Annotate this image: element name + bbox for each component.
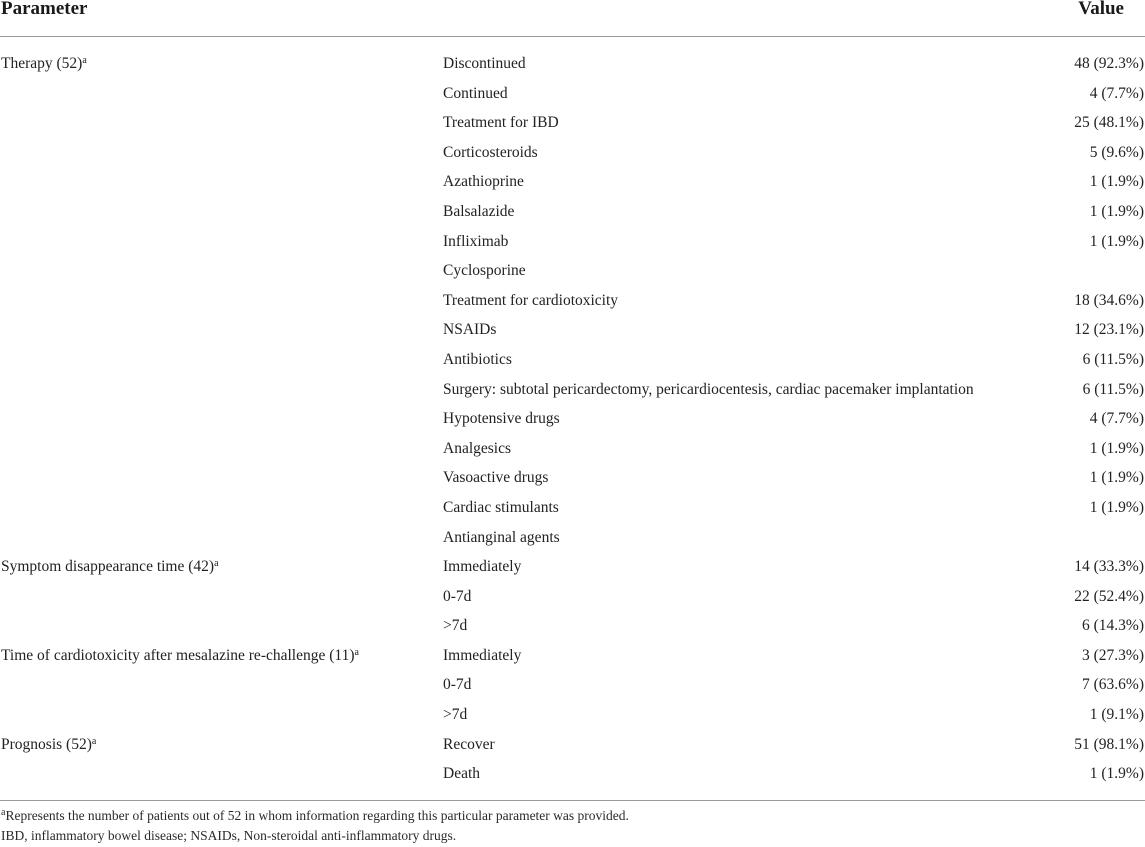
subparameter-cell: Immediately	[443, 646, 522, 664]
table-bottom-rule	[0, 800, 1145, 801]
subparameter-cell: 0-7d	[443, 587, 472, 605]
value-cell: 48 (92.3%)	[1074, 55, 1144, 72]
table-row	[0, 256, 1145, 286]
table-row	[0, 611, 1145, 641]
table-row	[0, 227, 1145, 257]
subparameter-cell: NSAIDs	[443, 321, 497, 339]
subparameter-cell: Discontinued	[443, 55, 526, 72]
value-cell: 1 (1.9%)	[1089, 498, 1144, 516]
footnote-a-mark: a	[1, 807, 6, 818]
table-row	[0, 404, 1145, 434]
footnote-marker: a	[91, 735, 97, 747]
footnote-abbreviations: IBD, inflammatory bowel disease; NSAIDs, Non-steroidal anti-inflammatory drugs.	[1, 828, 457, 843]
subparameter-cell: 0-7d	[443, 676, 472, 694]
subparameter-cell: Corticosteroids	[443, 143, 538, 161]
table-row	[0, 345, 1145, 375]
parameter-cell	[1, 49, 87, 79]
table-row	[0, 700, 1145, 730]
value-cell: 25 (48.1%)	[1074, 114, 1144, 132]
value-cell: 1 (1.9%)	[1089, 173, 1144, 191]
table-row	[0, 493, 1145, 523]
value-cell: 1 (1.9%)	[1089, 469, 1144, 487]
table-row	[0, 167, 1145, 197]
parameter-label: Prognosis (52)	[1, 735, 92, 753]
footnote-marker: a	[82, 55, 87, 66]
value-cell: 12 (23.1%)	[1074, 321, 1144, 339]
table-row	[0, 108, 1145, 138]
subparameter-cell: Death	[443, 765, 481, 783]
value-cell: 22 (52.4%)	[1074, 587, 1144, 605]
table-row	[0, 49, 1145, 79]
subparameter-cell: Infliximab	[443, 232, 509, 250]
header-parameter: Parameter	[1, 0, 88, 19]
table-row	[0, 552, 1145, 582]
subparameter-cell: Continued	[443, 84, 508, 102]
subparameter-cell: Treatment for cardiotoxicity	[443, 291, 619, 309]
table-row	[0, 138, 1145, 168]
footnote-marker: a	[354, 646, 359, 658]
value-cell: 1 (1.9%)	[1089, 765, 1144, 783]
value-cell: 4 (7.7%)	[1089, 84, 1144, 102]
parameter-cell	[1, 641, 359, 671]
table-row	[0, 582, 1145, 612]
value-cell: 1 (1.9%)	[1089, 232, 1144, 250]
footnote-a-text: Represents the number of patients out of 52 in whom information regarding this particular parameter was provided.	[5, 808, 629, 823]
subparameter-cell: Analgesics	[443, 439, 512, 457]
subparameter-cell: Treatment for IBD	[443, 114, 559, 132]
table-row	[0, 759, 1145, 789]
table-row	[0, 286, 1145, 316]
footnote-a	[1, 806, 629, 826]
value-cell: 1 (1.9%)	[1089, 439, 1144, 457]
subparameter-cell: Vasoactive drugs	[443, 469, 549, 487]
subparameter-cell: >7d	[443, 617, 468, 635]
table-row	[0, 79, 1145, 109]
header-value: Value	[1078, 0, 1124, 19]
table-row	[0, 670, 1145, 700]
subparameter-cell: Cyclosporine	[443, 262, 526, 280]
subparameter-cell: Antibiotics	[443, 350, 512, 368]
subparameter-cell: Immediately	[443, 558, 522, 576]
value-cell: 51 (98.1%)	[1074, 735, 1144, 753]
value-cell: 7 (63.6%)	[1082, 676, 1144, 694]
parameter-label: Symptom disappearance time (42)	[1, 558, 215, 576]
table-row	[0, 730, 1145, 760]
table-row	[0, 463, 1145, 493]
subparameter-cell: Hypotensive drugs	[443, 410, 560, 428]
value-cell: 1 (9.1%)	[1089, 706, 1144, 724]
subparameter-cell: >7d	[443, 706, 468, 724]
table-row	[0, 197, 1145, 227]
table-body	[0, 49, 1145, 789]
table-row	[0, 641, 1145, 671]
value-cell: 6 (14.3%)	[1082, 617, 1144, 635]
value-cell: 5 (9.6%)	[1089, 143, 1144, 161]
parameter-label: Time of cardiotoxicity after mesalazine re-challenge (11)	[1, 646, 355, 664]
subparameter-cell: Balsalazide	[443, 202, 515, 220]
table-row	[0, 434, 1145, 464]
subparameter-cell: Recover	[443, 735, 495, 753]
table-row	[0, 375, 1145, 405]
footnote-marker: a	[214, 558, 219, 570]
value-cell: 4 (7.7%)	[1089, 410, 1144, 428]
subparameter-cell: Surgery: subtotal pericardectomy, pericardiocentesis, cardiac pacemaker implantation	[443, 380, 974, 398]
value-cell: 6 (11.5%)	[1082, 380, 1144, 398]
value-cell: 1 (1.9%)	[1089, 202, 1144, 220]
parameter-cell	[1, 552, 219, 582]
value-cell: 14 (33.3%)	[1074, 558, 1144, 576]
table-row	[0, 315, 1145, 345]
value-cell: 6 (11.5%)	[1082, 350, 1144, 368]
table-header	[0, 0, 1145, 37]
parameter-cell	[1, 730, 96, 760]
value-cell: 3 (27.3%)	[1082, 646, 1144, 664]
subparameter-cell: Cardiac stimulants	[443, 498, 559, 516]
subparameter-cell: Antianginal agents	[443, 528, 560, 546]
table-row	[0, 523, 1145, 553]
table-footnotes	[1, 806, 629, 846]
value-cell: 18 (34.6%)	[1074, 291, 1144, 309]
subparameter-cell: Azathioprine	[443, 173, 524, 191]
parameter-label: Therapy (52)	[1, 55, 83, 72]
